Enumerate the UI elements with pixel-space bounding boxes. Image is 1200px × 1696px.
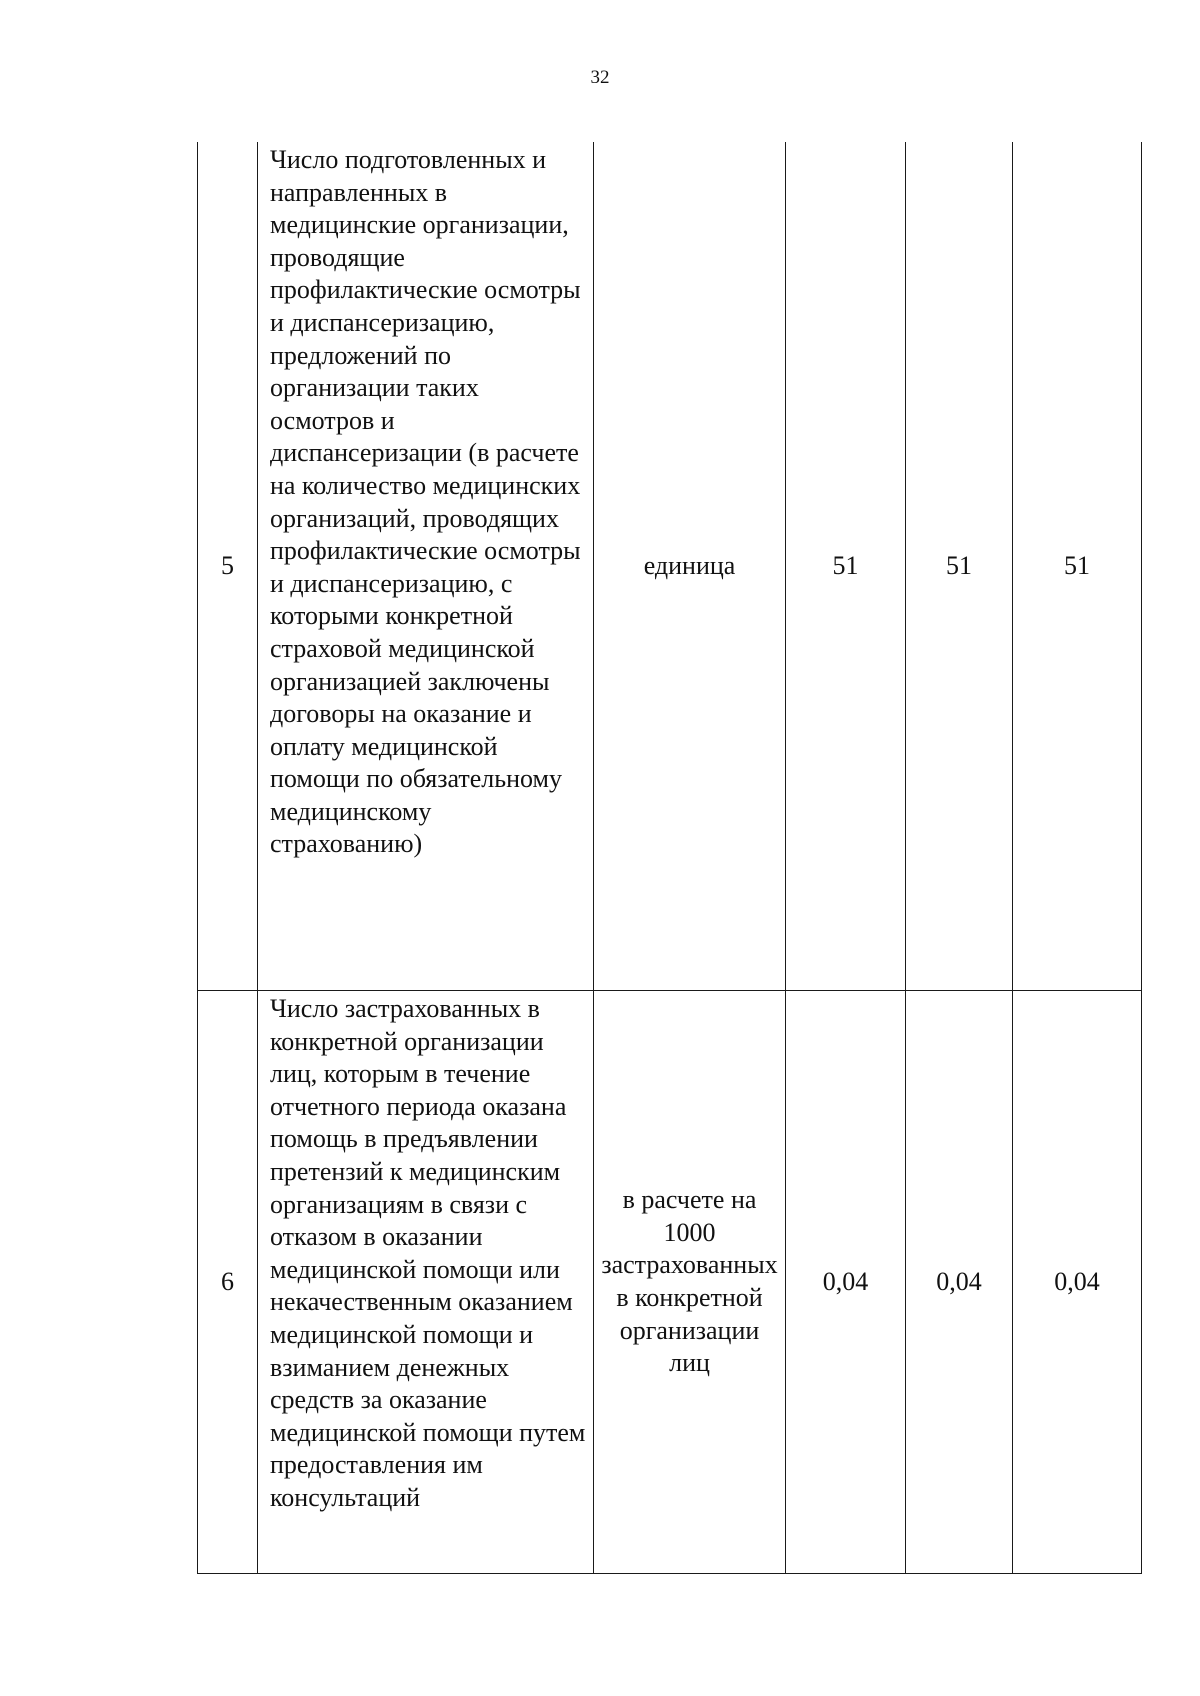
value-cell-1: 51 [786,142,906,991]
table-row [198,142,1142,991]
unit-cell: в расчете на 1000 застрахованных в конкретной организации лиц [594,991,786,1574]
indicators-table [197,142,1142,1574]
row-number-cell: 5 [198,142,258,991]
table-row [198,991,1142,1574]
value-cell-3: 51 [1013,142,1142,991]
indicator-cell: Число застрахованных в конкретной организации лиц, которым в течение отчетного периода оказана помощь в предъявлении претензий к медицинским организациям в связи с отказом в оказании медицинской помощи или некачественным оказанием медицинской помощи и взиманием денежных средств за оказание медицинской помощи путем предоставления им консультаций [258,991,594,1574]
value-cell-1: 0,04 [786,991,906,1574]
value-cell-2: 51 [906,142,1013,991]
unit-cell: единица [594,142,786,991]
page-number: 32 [590,67,610,88]
indicator-cell: Число подготовленных и направленных в медицинские организации, проводящие профилактические осмотры и диспансеризацию, предложений по организации таких осмотров и диспансеризации (в расчете на количество медицинских организаций, проводящих профилактические осмотры и диспансеризацию, с которыми конкретной страховой медицинской организацией заключены договоры на оказание и оплату медицинской помощи по обязательному медицинскому страхованию) [258,142,594,991]
row-number-cell: 6 [198,991,258,1574]
value-cell-2: 0,04 [906,991,1013,1574]
value-cell-3: 0,04 [1013,991,1142,1574]
